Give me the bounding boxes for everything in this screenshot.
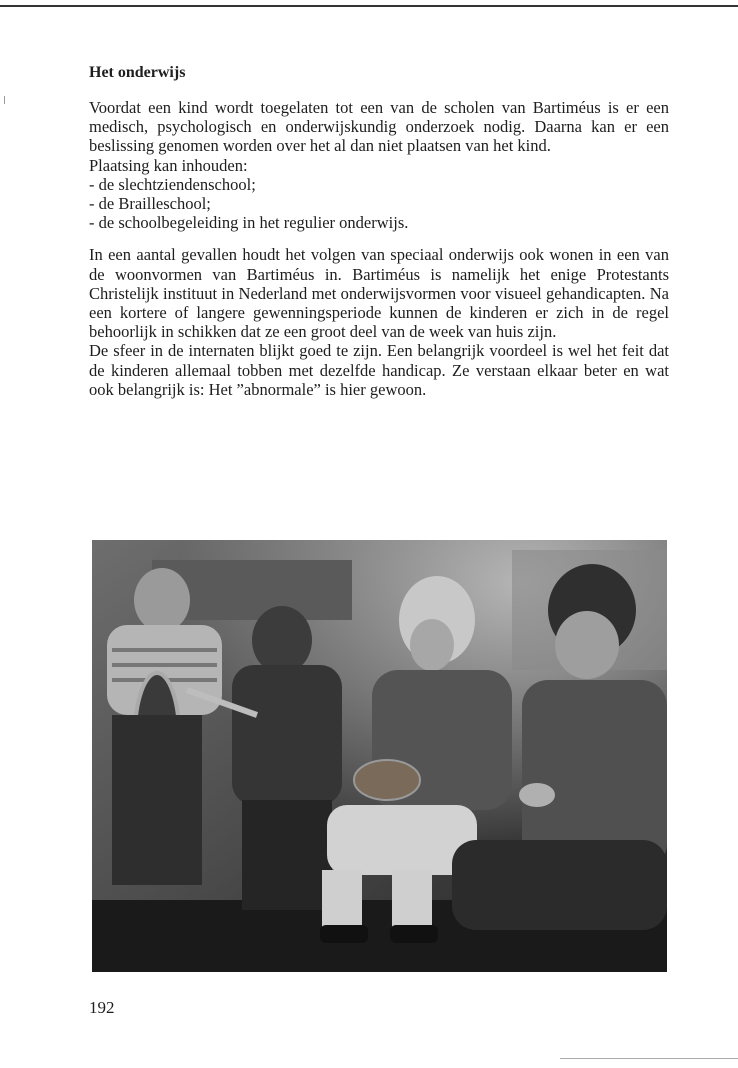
photo-children-playing-instruments <box>92 540 667 972</box>
placement-item: - de schoolbegeleiding in het regulier onderwijs. <box>89 213 669 232</box>
section-heading: Het onderwijs <box>89 64 186 81</box>
placement-item: - de Brailleschool; <box>89 194 669 213</box>
paragraph-admission: Voordat een kind wordt toegelaten tot een van de scholen van Bartiméus is er een medisch, psychologisch en onderwijskundig onderzoek nodig. Daarna kan er een beslissing genomen worden over het al dan niet plaatsen van het kind. <box>89 98 669 156</box>
top-rule <box>0 5 738 7</box>
placement-item: - de slechtziendenschool; <box>89 175 669 194</box>
photo-illustration <box>92 540 667 972</box>
placement-intro: Plaatsing kan inhouden: <box>89 155 248 175</box>
bottom-rule <box>560 1058 738 1059</box>
page-content <box>89 62 669 399</box>
paragraph-housing: In een aantal gevallen houdt het volgen van speciaal onderwijs ook wonen in een van de woonvormen van Bartiméus in. Bartiméus is namelijk het enige Protestants Christelijk instituut in Nederland met onderwijsvormen voor visueel gehandicapten. Na een kortere of langere gewenningsperiode kunnen de kinderen er zich in de regel behoorlijk in schikken dat ze een groot deel van de week van huis zijn. <box>89 245 669 342</box>
page-number: 192 <box>89 998 115 1017</box>
margin-mark <box>4 96 5 104</box>
paragraph-atmosphere: De sfeer in de internaten blijkt goed te zijn. Een belangrijk voordeel is wel het feit dat de kinderen allemaal tobben met dezelfde handicap. Ze verstaan elkaar beter en wat ook belangrijk is: Het ”abnormale” is hier gewoon. <box>89 341 669 399</box>
placement-list <box>89 175 669 233</box>
